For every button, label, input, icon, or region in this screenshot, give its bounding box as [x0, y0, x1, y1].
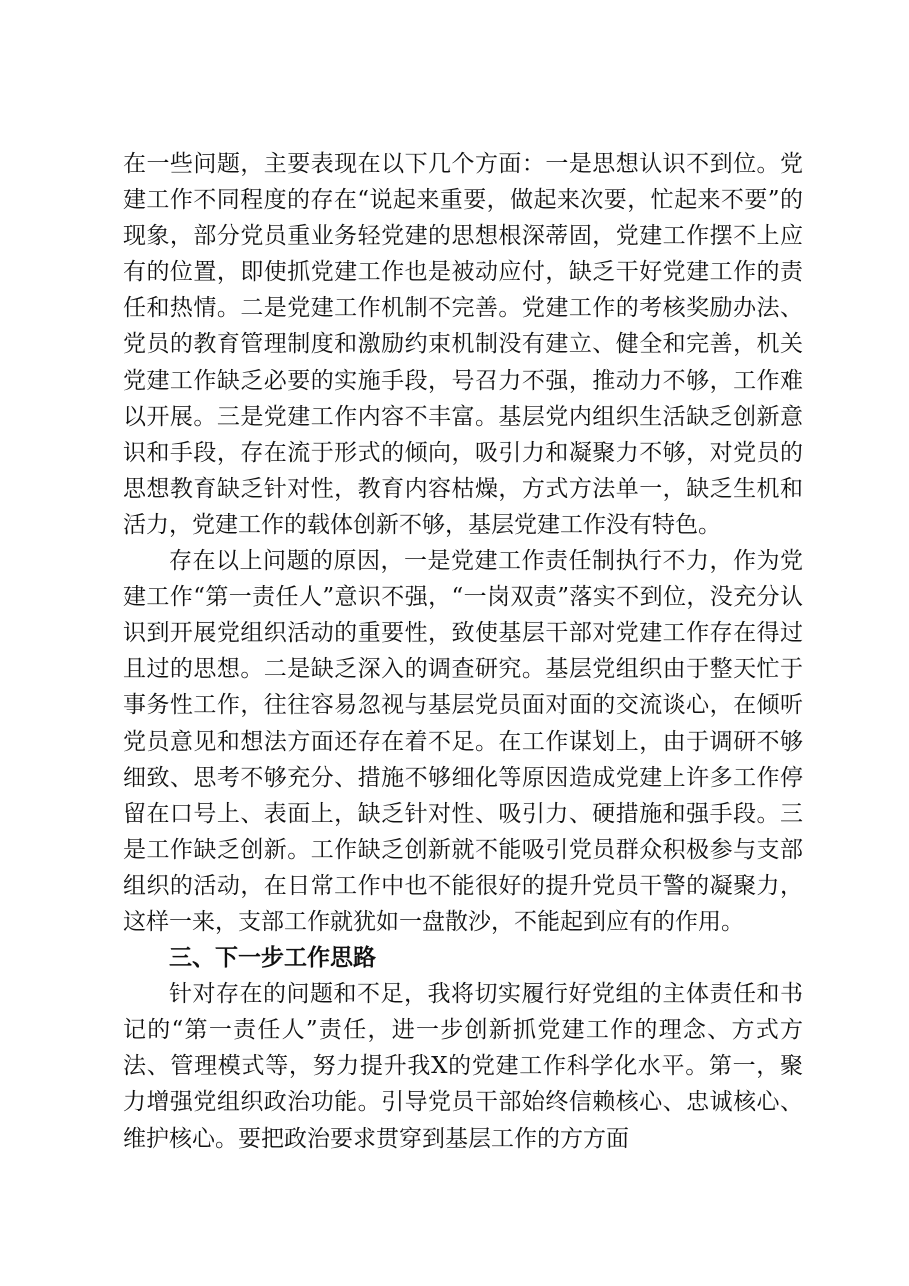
- section-heading-next-steps: 三、下一步工作思路: [169, 945, 376, 972]
- paragraph-next-steps: 针对存在的问题和不足，我将切实履行好党组的主体责任和书记的“第一责任人”责任，进一步创新抓党建工作的理念、方式方法、管理模式等，努力提升我X的党建工作科学化水平。第一，聚力增强党组织政治功能。引导党员干部始终信赖核心、忠诚核心、维护核心。要把政治要求贯穿到基层工作的方方面: [123, 981, 803, 1152]
- paragraph-causes: 存在以上问题的原因，一是党建工作责任制执行不力，作为党建工作“第一责任人”意识不强，“一岗双责”落实不到位，没充分认识到开展党组织活动的重要性，致使基层干部对党建工作存在得过且过的思想。二是缺乏深入的调查研究。基层党组织由于整天忙于事务性工作，往往容易忽视与基层党员面对面的交流谈心，在倾听党员意见和想法方面还存在着不足。在工作谋划上，由于调研不够细致、思考不够充分、措施不够细化等原因造成党建上许多工作停留在口号上、表面上，缺乏针对性、吸引力、硬措施和强手段。三是工作缺乏创新。工作缺乏创新就不能吸引党员群众积极参与支部组织的活动，在日常工作中也不能很好的提升党员干警的凝聚力，这样一来，支部工作就犹如一盘散沙，不能起到应有的作用。: [123, 548, 803, 935]
- paragraph-problems: 在一些问题，主要表现在以下几个方面：一是思想认识不到位。党建工作不同程度的存在“说起来重要，做起来次要，忙起来不要”的现象，部分党员重业务轻党建的思想根深蒂固，党建工作摆不上应有的位置，即使抓党建工作也是被动应付，缺乏干好党建工作的责任和热情。二是党建工作机制不完善。党建工作的考核奖励办法、党员的教育管理制度和激励约束机制没有建立、健全和完善，机关党建工作缺乏必要的实施手段，号召力不强，推动力不够，工作难以开展。三是党建工作内容不丰富。基层党内组织生活缺乏创新意识和手段，存在流于形式的倾向，吸引力和凝聚力不够，对党员的思想教育缺乏针对性，教育内容枯燥，方式方法单一，缺乏生机和活力，党建工作的载体创新不够，基层党建工作没有特色。: [123, 151, 803, 538]
- document-body: [123, 146, 803, 1157]
